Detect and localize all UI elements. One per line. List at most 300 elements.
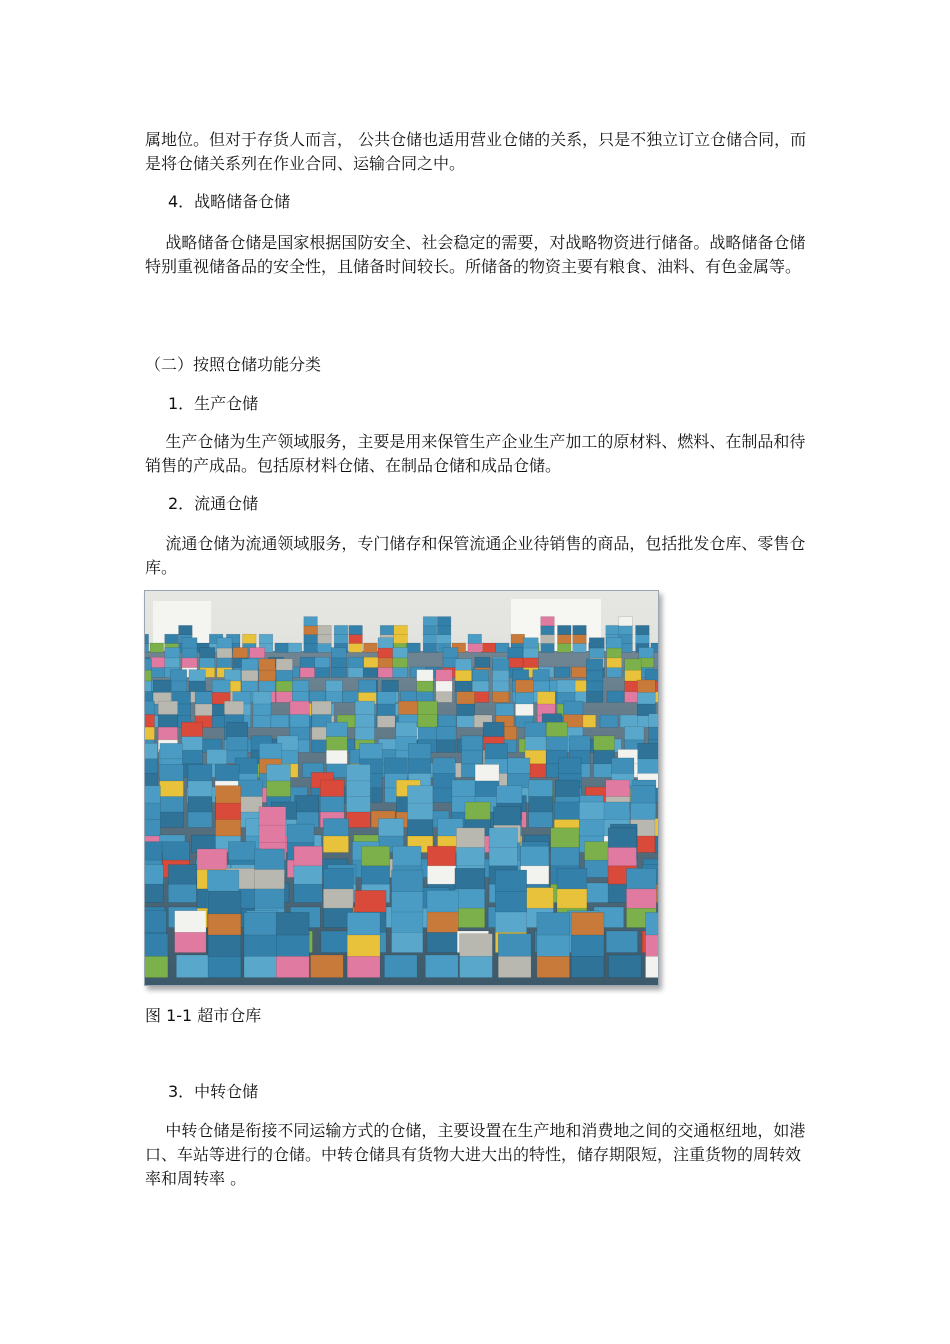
crate-shape <box>606 931 637 953</box>
crate-shape <box>508 648 523 658</box>
crate-shape <box>604 802 629 820</box>
crate-shape <box>427 931 458 953</box>
crate-shape <box>455 888 485 909</box>
crate-shape <box>443 648 458 658</box>
crate-shape <box>294 846 322 866</box>
crate-shape <box>495 870 526 892</box>
crate-shape <box>646 934 659 957</box>
crate-shape <box>315 657 330 667</box>
crate-shape <box>346 780 370 797</box>
crate-shape <box>655 819 658 837</box>
crate-shape <box>495 890 526 912</box>
crate-shape <box>608 846 636 866</box>
crate-shape <box>425 955 458 978</box>
crate-shape <box>160 764 184 781</box>
crate-shape <box>572 667 587 677</box>
crate-shape <box>427 865 455 885</box>
crate-shape <box>259 807 286 826</box>
crate-shape <box>175 911 206 933</box>
crate-shape <box>392 911 423 933</box>
crate-shape <box>243 634 257 643</box>
crate-shape <box>145 701 155 714</box>
crate-shape <box>176 955 209 978</box>
crate-shape <box>608 828 636 848</box>
crate-shape <box>334 625 348 634</box>
crate-shape <box>377 692 395 704</box>
crate-shape <box>361 865 389 885</box>
crate-shape <box>197 849 227 870</box>
crate-shape <box>472 670 489 681</box>
crate-shape <box>355 890 386 912</box>
crate-shape <box>579 819 604 837</box>
crate-shape <box>483 722 504 736</box>
crate-shape <box>331 667 346 677</box>
crate-shape <box>189 680 206 691</box>
crate-shape <box>625 670 642 681</box>
crate-shape <box>465 802 490 820</box>
crate-shape <box>497 786 522 804</box>
crate-shape <box>200 648 215 658</box>
crate-shape <box>160 796 184 813</box>
crate-shape <box>427 890 458 912</box>
crate-shape <box>529 796 553 813</box>
crate-shape <box>259 670 276 681</box>
crate-shape <box>158 726 178 739</box>
crate-shape <box>217 657 232 667</box>
crate-shape <box>546 736 567 750</box>
crate-shape <box>384 955 417 978</box>
crate-shape <box>304 643 318 652</box>
crate-shape <box>377 715 395 727</box>
crate-shape <box>165 657 180 667</box>
crate-shape <box>228 842 255 861</box>
crate-shape <box>208 934 241 957</box>
crate-shape <box>620 715 638 727</box>
crate-shape <box>608 955 641 978</box>
crate-shape <box>498 934 531 957</box>
crate-shape <box>150 667 165 677</box>
crate-shape <box>276 691 293 702</box>
crate-shape <box>573 634 587 643</box>
crate-shape <box>343 691 360 702</box>
crate-shape <box>188 811 212 828</box>
crate-shape <box>638 743 658 759</box>
crate-shape <box>586 659 603 670</box>
crate-shape <box>521 846 549 866</box>
crate-shape <box>508 657 523 667</box>
crate-shape <box>392 890 423 912</box>
crate-shape <box>288 643 302 652</box>
crate-shape <box>212 680 230 692</box>
crate-shape <box>555 780 579 797</box>
crate-shape <box>165 648 180 658</box>
crate-shape <box>145 883 163 903</box>
crate-shape <box>227 722 248 736</box>
crate-shape <box>496 643 510 652</box>
crate-shape <box>573 643 587 652</box>
crate-shape <box>408 786 433 804</box>
crate-shape <box>573 625 587 634</box>
crate-shape <box>380 625 394 634</box>
crate-shape <box>312 701 332 714</box>
crate-shape <box>253 715 271 727</box>
crate-shape <box>646 912 659 935</box>
crate-shape <box>646 955 659 978</box>
crate-shape <box>168 883 196 903</box>
crate-shape <box>145 786 160 804</box>
crate-shape <box>238 796 262 813</box>
crate-shape <box>485 743 508 759</box>
crate-shape <box>639 648 654 658</box>
crate-shape <box>455 907 485 928</box>
crate-shape <box>320 796 344 813</box>
crate-shape <box>150 657 165 667</box>
crate-shape <box>168 865 196 885</box>
crate-shape <box>546 722 567 736</box>
crate-shape <box>242 680 259 691</box>
crate-shape <box>512 670 529 681</box>
crate-shape <box>541 643 555 652</box>
crate-shape <box>300 667 315 677</box>
crate-shape <box>331 648 346 658</box>
crate-shape <box>586 670 603 681</box>
crate-shape <box>557 680 575 692</box>
crate-shape <box>489 846 517 866</box>
crate-shape <box>294 865 322 885</box>
crate-shape <box>224 670 241 681</box>
crate-shape <box>217 638 232 648</box>
crate-shape <box>571 955 604 978</box>
crate-shape <box>649 714 658 727</box>
crate-shape <box>276 934 309 957</box>
crate-shape <box>175 931 206 953</box>
crate-shape <box>242 670 259 681</box>
crate-shape <box>607 691 624 702</box>
crate-shape <box>461 736 482 750</box>
crate-shape <box>145 819 160 837</box>
crate-shape <box>267 764 291 781</box>
crate-shape <box>541 634 555 643</box>
crate-shape <box>290 714 310 727</box>
crate-shape <box>318 625 332 634</box>
crate-shape <box>515 680 533 692</box>
crate-shape <box>525 736 546 750</box>
crate-shape <box>255 868 285 889</box>
crate-shape <box>217 648 232 658</box>
crate-shape <box>253 703 271 715</box>
crate-shape <box>361 846 389 866</box>
crate-shape <box>310 955 343 978</box>
crate-shape <box>393 648 408 658</box>
crate-shape <box>437 625 451 634</box>
crate-shape <box>418 714 438 727</box>
crate-shape <box>349 634 363 643</box>
crate-shape <box>475 780 499 797</box>
paragraph-production-storage: 生产仓储为生产领域服务，主要是用来保管生产企业生产加工的原材料、燃料、在制品和待销售的产成品。包括原材料仓储、在制品仓储和成品仓储。 <box>145 432 806 475</box>
crate-shape <box>475 657 490 667</box>
crate-shape <box>579 802 604 820</box>
crate-shape <box>437 726 457 739</box>
crate-shape <box>276 912 309 935</box>
crate-shape <box>508 758 531 774</box>
crate-shape <box>456 828 484 848</box>
crate-shape <box>347 912 380 935</box>
crate-shape <box>423 625 437 634</box>
crate-shape <box>541 617 555 626</box>
crate-shape <box>349 625 363 634</box>
crate-shape <box>331 657 346 667</box>
figure-caption: 图 1-1 超市仓库 <box>145 1006 262 1025</box>
crate-shape <box>569 736 590 750</box>
crate-shape <box>607 648 622 658</box>
crate-shape <box>457 692 475 704</box>
crate-shape <box>468 634 482 643</box>
crate-shape <box>188 796 212 813</box>
crate-shape <box>600 715 618 727</box>
crate-shape <box>182 648 197 658</box>
crate-shape <box>489 828 517 848</box>
crate-shape <box>349 643 363 652</box>
paragraph-transit-storage: 中转仓储是衔接不同运输方式的仓储，主要设置在生产地和消费地之间的交通枢纽地，如港口、车站等进行的仓储。中转仓储具有货物大进大出的特性，储存期限短，注重货物的周转效率和周转率 。 <box>145 1121 806 1188</box>
crate-shape <box>276 659 293 670</box>
crate-shape <box>630 802 655 820</box>
heading-production-storage: 1．生产仓储 <box>168 394 259 413</box>
crate-shape <box>492 680 509 691</box>
crate-shape <box>452 780 476 797</box>
crate-shape <box>498 955 531 978</box>
crate-shape <box>586 680 603 691</box>
crate-shape <box>145 802 160 820</box>
crate-shape <box>360 743 383 759</box>
crate-shape <box>607 657 622 667</box>
crate-shape <box>571 912 604 935</box>
crate-shape <box>292 680 309 691</box>
crate-shape <box>145 643 149 652</box>
crate-shape <box>408 819 433 837</box>
crate-shape <box>224 701 244 714</box>
crate-shape <box>585 859 612 878</box>
crate-shape <box>455 659 472 670</box>
crate-shape <box>348 657 363 667</box>
crate-shape <box>399 701 419 714</box>
crate-shape <box>585 842 612 861</box>
crate-shape <box>292 691 309 702</box>
crate-shape <box>418 726 438 739</box>
crate-shape <box>457 715 475 727</box>
crate-shape <box>189 670 206 681</box>
crate-shape <box>436 670 453 681</box>
crate-shape <box>323 888 353 909</box>
crate-shape <box>557 888 587 909</box>
crate-shape <box>427 911 458 933</box>
crate-shape <box>259 634 273 643</box>
crate-shape <box>215 802 240 820</box>
crate-shape <box>393 657 408 667</box>
crate-shape <box>393 846 421 866</box>
crate-shape <box>558 625 572 634</box>
crate-shape <box>392 931 423 953</box>
crate-shape <box>250 648 265 658</box>
crate-shape <box>558 643 572 652</box>
crate-shape <box>227 736 248 750</box>
crate-shape <box>188 780 212 797</box>
crate-shape <box>418 701 438 714</box>
crate-shape <box>637 680 655 692</box>
crate-shape <box>182 657 197 667</box>
crate-shape <box>558 634 572 643</box>
crate-shape <box>606 780 630 797</box>
crate-shape <box>195 703 213 715</box>
crate-shape <box>170 670 187 681</box>
crate-shape <box>408 802 433 820</box>
crate-shape <box>492 691 509 702</box>
crate-shape <box>523 638 538 648</box>
crate-shape <box>586 691 603 702</box>
crate-shape <box>436 680 453 691</box>
crate-shape <box>460 934 493 957</box>
crate-shape <box>326 691 343 702</box>
crate-shape <box>607 667 622 677</box>
crate-shape <box>557 868 587 889</box>
crate-shape <box>382 680 399 691</box>
crate-shape <box>208 891 241 914</box>
crate-shape <box>275 643 289 652</box>
crate-shape <box>455 670 472 681</box>
crate-shape <box>158 714 178 727</box>
crate-shape <box>145 659 152 670</box>
crate-shape <box>145 670 152 681</box>
crate-shape <box>326 722 347 736</box>
crate-shape <box>555 667 570 677</box>
crate-shape <box>233 648 248 658</box>
crate-shape <box>309 691 326 702</box>
crate-shape <box>377 703 395 715</box>
crate-shape <box>636 634 650 643</box>
crate-shape <box>537 934 570 957</box>
crate-shape <box>145 842 162 861</box>
crate-shape <box>320 780 344 797</box>
crate-shape <box>323 819 348 837</box>
crate-shape <box>594 736 615 750</box>
crate-shape <box>182 749 203 763</box>
crate-shape <box>255 849 285 870</box>
crate-shape <box>455 680 472 691</box>
crate-shape <box>461 749 482 763</box>
crate-shape <box>523 648 538 658</box>
crate-shape <box>655 835 658 853</box>
crate-shape <box>267 780 291 797</box>
crate-shape <box>589 648 604 658</box>
crate-shape <box>182 638 197 648</box>
crate-shape <box>563 701 583 714</box>
crate-shape <box>515 703 533 715</box>
crate-shape <box>495 911 526 933</box>
crate-shape <box>606 625 620 634</box>
crate-shape <box>346 811 370 828</box>
crate-shape <box>423 617 437 626</box>
crate-shape <box>145 934 168 957</box>
heading-transit-storage: 3．中转仓储 <box>168 1082 259 1101</box>
crate-shape <box>378 667 393 677</box>
crate-shape <box>437 634 451 643</box>
crate-shape <box>179 625 193 634</box>
crate-shape <box>625 659 642 670</box>
crate-shape <box>554 802 579 820</box>
crate-shape <box>523 657 538 667</box>
crate-shape <box>208 912 241 935</box>
crate-shape <box>195 692 213 704</box>
crate-shape <box>276 955 309 978</box>
crate-shape <box>433 758 456 774</box>
crate-shape <box>630 786 655 804</box>
crate-shape <box>436 691 453 702</box>
crate-shape <box>244 955 277 978</box>
crate-shape <box>494 807 521 826</box>
crate-shape <box>482 643 496 652</box>
crate-shape <box>153 680 171 692</box>
crate-shape <box>457 703 475 715</box>
crate-shape <box>145 714 155 727</box>
crate-shape <box>619 617 633 626</box>
warehouse-illustration <box>145 591 658 985</box>
crate-shape <box>188 764 212 781</box>
crate-shape <box>496 703 514 715</box>
paragraph-public-storage-end: 属地位。但对于存货人而言， 公共仓储也适用营业仓储的关系，只是不独立订立仓储合同，而是将仓储关系列在作业合同、运输合同之中。 <box>145 130 807 173</box>
crate-shape <box>417 691 434 702</box>
crate-shape <box>276 680 293 691</box>
crate-shape <box>364 667 379 677</box>
crate-shape <box>242 659 259 670</box>
crate-shape <box>551 828 579 848</box>
crate-shape <box>165 634 179 643</box>
crate-shape <box>364 657 379 667</box>
crate-shape <box>378 657 393 667</box>
crate-shape <box>626 888 656 909</box>
crate-shape <box>408 758 431 774</box>
crate-shape <box>392 870 423 892</box>
paragraph-circulation-storage: 流通仓储为流通领域服务，专门储存和保管流通企业待销售的商品，包括批发仓库、零售仓库。 <box>145 534 806 577</box>
crate-shape <box>215 819 240 837</box>
crate-shape <box>400 691 417 702</box>
paragraph-strategic-reserve: 战略储备仓储是国家根据国防安全、社会稳定的需要，对战略物资进行储备。战略储备仓储特别重视储备品的安全性，且储备时间较长。所储备的物资主要有粮食、油料、有色金属等。 <box>145 233 806 276</box>
crate-shape <box>145 743 158 759</box>
crate-shape <box>290 701 310 714</box>
heading-circulation-storage: 2．流通仓储 <box>168 494 259 513</box>
crate-shape <box>378 819 403 837</box>
crate-shape <box>524 888 554 909</box>
heading-strategic-reserve: 4．战略储备仓储 <box>168 192 291 211</box>
crate-shape <box>182 736 203 750</box>
crate-shape <box>326 680 343 691</box>
crate-shape <box>326 749 347 763</box>
crate-shape <box>145 911 166 933</box>
crate-shape <box>355 701 375 714</box>
crate-shape <box>394 634 408 643</box>
crate-shape <box>437 617 451 626</box>
crate-shape <box>304 634 318 643</box>
crate-shape <box>355 726 375 739</box>
crate-shape <box>253 692 271 704</box>
crate-shape <box>348 667 363 677</box>
crate-shape <box>287 824 314 843</box>
crate-shape <box>315 667 330 677</box>
crate-shape <box>318 634 332 643</box>
crate-shape <box>145 758 158 774</box>
crate-shape <box>537 692 555 704</box>
supermarket-warehouse-photo <box>144 590 659 986</box>
crate-shape <box>207 749 228 763</box>
crate-shape <box>551 846 579 866</box>
